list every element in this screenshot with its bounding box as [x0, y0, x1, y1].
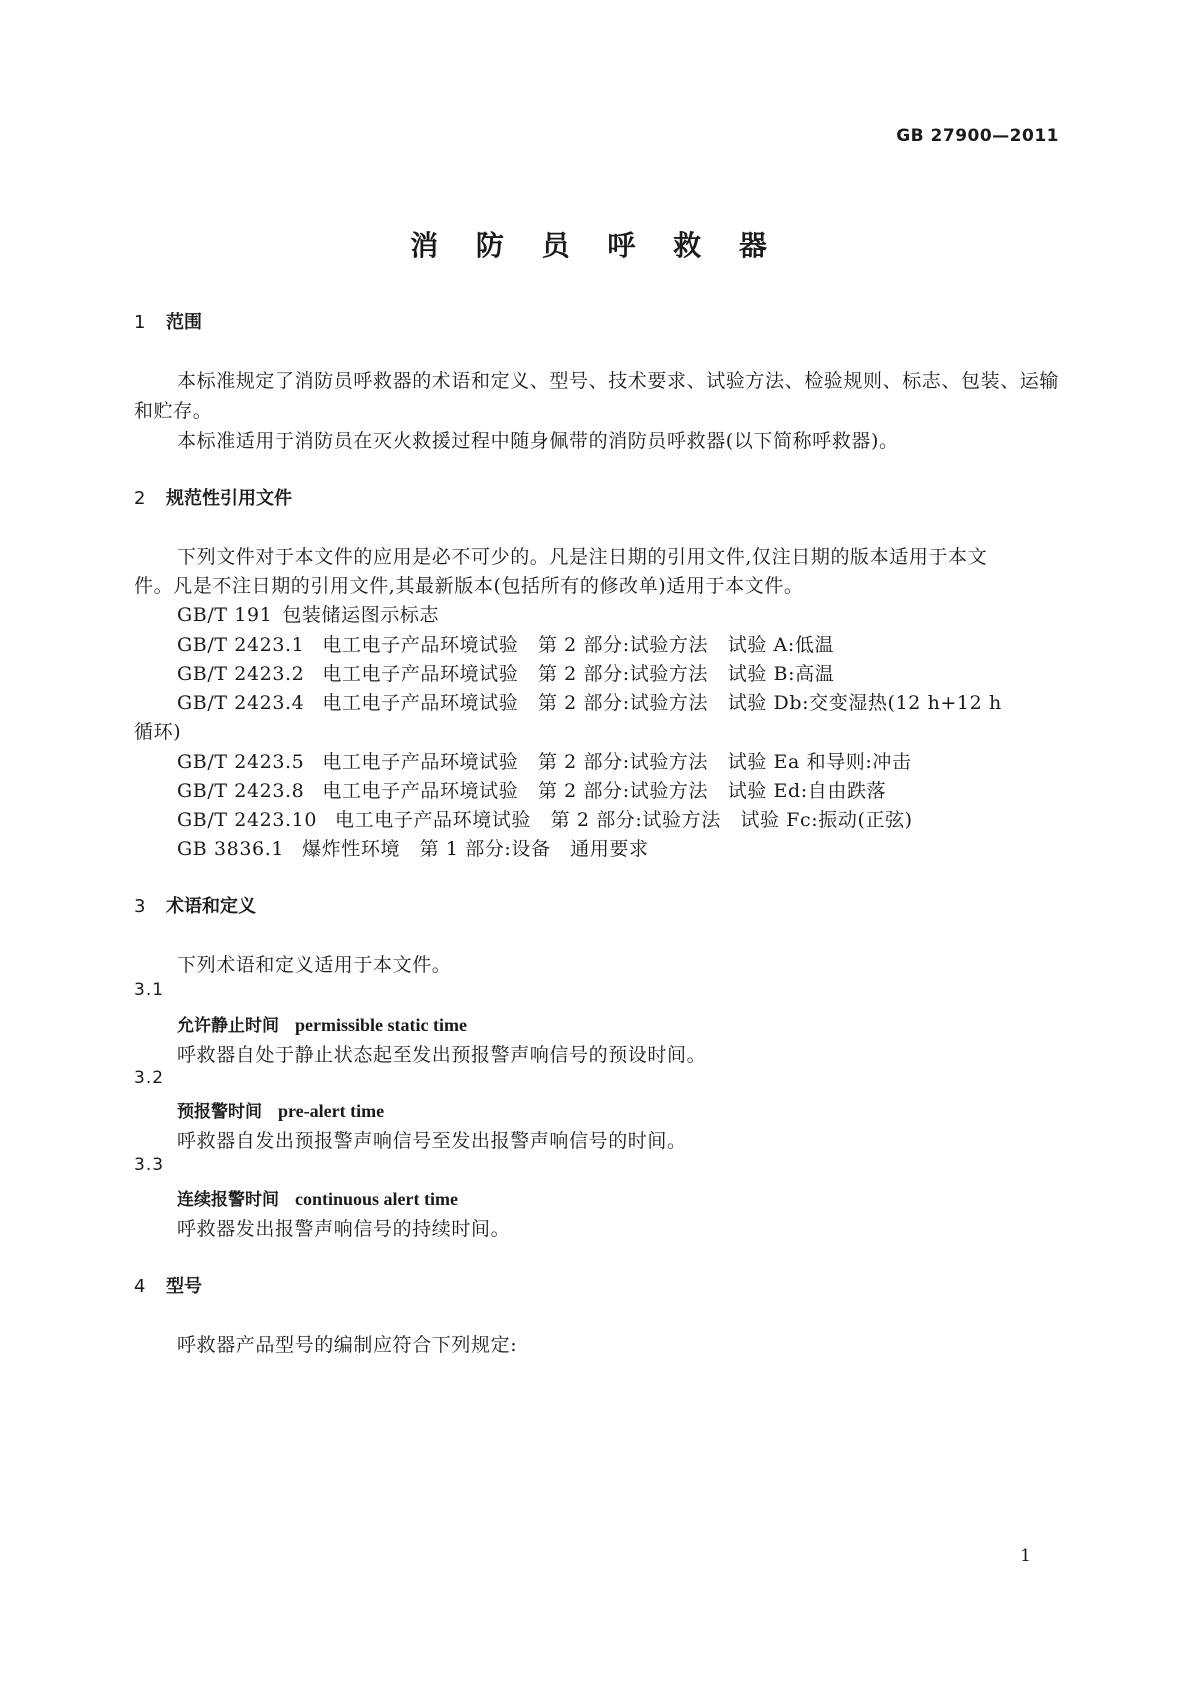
section-title: 型号 [166, 1276, 202, 1297]
reference-title: 电工电子产品环境试验 第 2 部分:试验方法 试验 Fc:振动(正弦) [335, 809, 913, 831]
terms-intro: 下列术语和定义适用于本文件。 [177, 954, 452, 976]
reference-code: GB/T 2423.8 [177, 780, 305, 802]
term-english: pre-alert time [278, 1101, 385, 1121]
reference-code: GB/T 191 [177, 604, 273, 626]
section-title: 规范性引用文件 [166, 488, 292, 509]
term-chinese: 预报警时间 [177, 1102, 262, 1122]
model-paragraph: 呼救器产品型号的编制应符合下列规定: [177, 1334, 518, 1356]
term-entry [177, 1011, 467, 1036]
references-intro-line-1: 下列文件对于本文件的应用是必不可少的。凡是注日期的引用文件,仅注日期的版本适用于本文 [177, 546, 988, 568]
reference-item [177, 805, 913, 832]
standard-number: GB 27900—2011 [896, 126, 1059, 146]
scope-paragraph-1-line-2: 和贮存。 [134, 400, 213, 422]
reference-code: GB/T 2423.5 [177, 751, 305, 773]
document-title: 消 防 员 呼 救 器 [410, 229, 781, 262]
reference-title: 电工电子产品环境试验 第 2 部分:试验方法 试验 Db:交变湿热(12 h+12 h [322, 692, 1002, 714]
page-number: 1 [1020, 1546, 1031, 1566]
term-entry [177, 1185, 458, 1210]
section-title: 范围 [166, 312, 202, 333]
term-english: continuous alert time [295, 1189, 458, 1209]
reference-code: GB 3836.1 [177, 838, 285, 860]
reference-item [177, 688, 1002, 715]
reference-code: GB/T 2423.1 [177, 634, 305, 656]
section-title: 术语和定义 [166, 896, 256, 917]
reference-title: 爆炸性环境 第 1 部分:设备 通用要求 [302, 838, 649, 860]
term-chinese: 允许静止时间 [177, 1016, 279, 1036]
reference-item [177, 776, 886, 803]
term-definition: 呼救器发出报警声响信号的持续时间。 [177, 1218, 511, 1240]
reference-title: 电工电子产品环境试验 第 2 部分:试验方法 试验 A:低温 [322, 634, 835, 656]
section-2-heading [134, 484, 292, 510]
references-intro-line-2: 件。凡是不注日期的引用文件,其最新版本(包括所有的修改单)适用于本文件。 [134, 575, 804, 597]
section-number: 4 [134, 1276, 146, 1297]
reference-item [177, 747, 912, 774]
section-number: 1 [134, 312, 146, 333]
section-1-heading [134, 308, 202, 334]
clause-number: 3.1 [134, 980, 165, 1000]
section-number: 2 [134, 488, 146, 509]
scope-paragraph-2: 本标准适用于消防员在灭火救援过程中随身佩带的消防员呼救器(以下简称呼救器)。 [177, 430, 899, 452]
scope-paragraph-1-line-1: 本标准规定了消防员呼救器的术语和定义、型号、技术要求、试验方法、检验规则、标志、包装、运输 [177, 370, 1060, 392]
section-3-heading [134, 892, 256, 918]
reference-title: 包装储运图示标志 [282, 604, 440, 626]
reference-item-continuation: 循环) [134, 721, 182, 743]
reference-item [177, 630, 834, 657]
clause-number: 3.3 [134, 1155, 165, 1175]
reference-item [177, 659, 834, 686]
clause-number: 3.2 [134, 1068, 165, 1088]
reference-code: GB/T 2423.4 [177, 692, 305, 714]
term-entry [177, 1097, 384, 1122]
term-chinese: 连续报警时间 [177, 1190, 279, 1210]
reference-title: 电工电子产品环境试验 第 2 部分:试验方法 试验 Ed:自由跌落 [322, 780, 887, 802]
term-definition: 呼救器自处于静止状态起至发出预报警声响信号的预设时间。 [177, 1044, 707, 1066]
section-number: 3 [134, 896, 146, 917]
reference-item [177, 834, 649, 861]
reference-code: GB/T 2423.10 [177, 809, 318, 831]
reference-title: 电工电子产品环境试验 第 2 部分:试验方法 试验 Ea 和导则:冲击 [322, 751, 912, 773]
reference-title: 电工电子产品环境试验 第 2 部分:试验方法 试验 B:高温 [322, 663, 835, 685]
term-definition: 呼救器自发出预报警声响信号至发出报警声响信号的时间。 [177, 1130, 687, 1152]
term-english: permissible static time [295, 1015, 467, 1035]
section-4-heading [134, 1272, 202, 1298]
reference-item [177, 600, 439, 627]
reference-code: GB/T 2423.2 [177, 663, 305, 685]
